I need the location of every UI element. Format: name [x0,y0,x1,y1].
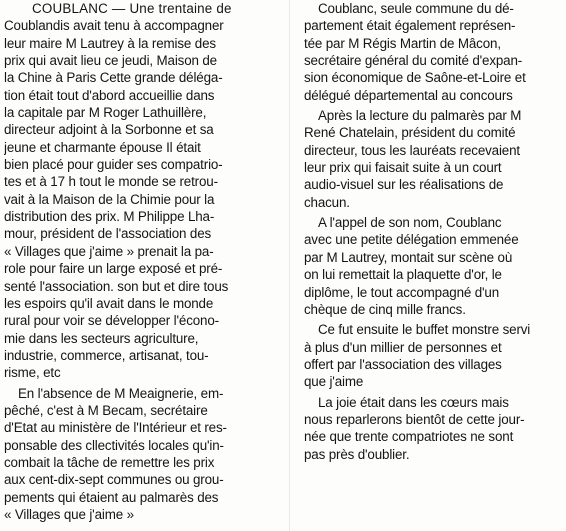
text-line: partement était également représen- [304,18,516,34]
text-line: pêché, c'est à M Becam, secrétaire [4,402,208,418]
paragraph-absence [4,385,278,524]
paragraph-joie [304,394,566,463]
text-line: « Villages que j'aime » prenait la pa- [4,243,214,259]
paragraph-intro [4,0,278,382]
text-line: délégué départemental au concours [304,87,513,103]
text-line: sion économique de Saône-et-Loire et [304,70,526,86]
text-line: vait à la Maison de la Chimie pour la [4,191,215,207]
text-line: née que trente compatriotes ne sont [304,429,514,445]
paragraph-appel [304,214,566,318]
text-line: tée par M Régis Martin de Mâcon, [304,35,501,51]
text-line: Ce fut ensuite le buffet monstre servi [318,322,531,338]
text-line: mie dans les secteurs agriculture, [4,330,199,346]
text-line: senté l'association. son but et dire tous [4,278,229,294]
column-divider [289,0,290,531]
text-line: par M Lautrey, montait sur scène où [304,249,513,265]
text-line: En l'absence de M Meaignerie, em- [18,385,224,401]
text-line: Coublanc, seule commune du dé- [318,1,514,16]
text-line: audio-visuel sur les réalisations de [304,177,504,193]
text-line: leur prix qui faisait suite à un court [304,160,502,176]
left-column [4,0,278,523]
text-line: rural pour voir se développer l'écono- [4,313,219,329]
text-line: chacun. [304,194,350,210]
text-line: secrétaire général du comité d'expan- [304,53,523,69]
text-line: ponsable des cllectivités locales qu'in- [4,437,224,453]
text-line: on lui remettait la plaquette d'or, le [304,267,502,283]
text-line: pements qui étaient au palmarès des [4,489,219,505]
text-line: chèque de cinq mille francs. [304,301,466,317]
paragraph-palmares [304,107,566,211]
text-line: nous reparlerons bientôt de cette jour- [304,411,525,427]
text-line: mour, président de l'association des [4,226,212,242]
text-line: que j'aime [304,374,364,390]
text-line: role pour faire un large exposé et pré- [4,261,223,277]
text-line: risme, etc [4,365,61,381]
text-line: La joie était dans les cœurs mais [318,394,509,410]
text-line: offert par l'association des villages [304,356,502,372]
right-column [304,0,566,463]
text-line: Coublandis avait tenu à accompagner [4,18,224,34]
text-line: avec une petite délégation emmenée [304,232,519,248]
text-line: Après la lecture du palmarès par M [318,108,522,124]
text-line: tion était tout d'abord accueillie dans [4,87,215,103]
text-line: leur maire M Lautrey à la remise des [4,35,216,51]
text-line: diplôme, le tout accompagné d'un [304,284,500,300]
text-line: industrie, commerce, artisanat, tou- [4,347,209,363]
text-line: tes et à 17 h tout le monde se retrou- [4,174,218,190]
text-line: les espoirs qu'il avait dans le monde [4,295,214,311]
text-line: pas près d'oublier. [304,446,410,462]
text-line: la capitale par M Roger Lathuillère, [4,105,207,121]
text-line: la Chine à Paris Cette grande déléga- [4,70,223,86]
text-line: directeur, tous les lauréats recevaient [304,142,520,158]
text-line: distribution des prix. M Philippe Lha- [4,209,215,225]
text-line: bien placé pour guider ses compatrio- [4,157,223,173]
text-line: prix qui avait lieu ce jeudi, Maison de [4,53,217,69]
text-line: jeune et charmante épouse Il était [4,139,201,155]
paragraph-buffet [304,321,566,390]
text-line: combait la tâche de remettre les prix [4,454,215,470]
text-line: à plus d'un millier de personnes et [304,339,502,355]
text-line: COUBLANC — Une trentaine de [32,1,232,16]
text-line: directeur adjoint à la Sorbonne et sa [4,122,214,138]
text-line: René Chatelain, président du comité [304,125,516,141]
paragraph-representation [304,0,566,104]
text-line: « Villages que j'aime » [4,506,134,522]
text-line: aux cent-dix-sept communes ou grou- [4,472,224,488]
text-line: d'Etat au ministère de l'Intérieur et res- [4,420,227,436]
text-line: A l'appel de son nom, Coublanc [318,215,502,231]
